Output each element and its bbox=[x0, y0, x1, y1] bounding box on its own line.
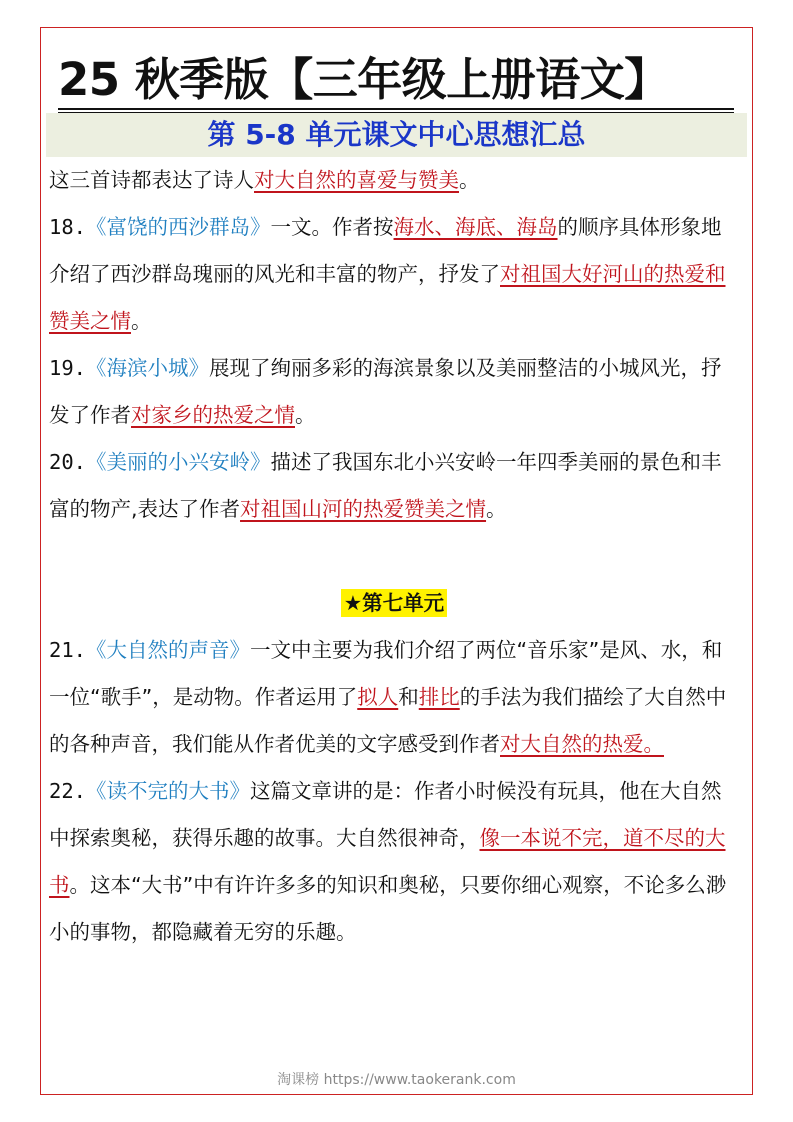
section-label: ★第七单元 bbox=[341, 589, 447, 617]
item-text: 一文中主要为我们介绍了两位“音乐家”是风、水，和一位“歌手”，是动物。作者运用了 bbox=[49, 638, 723, 709]
list-item-19 bbox=[49, 345, 739, 439]
intro-text: 这三首诗都表达了诗人 bbox=[49, 168, 254, 192]
item-highlight: 海水、海底、海岛 bbox=[393, 215, 558, 239]
item-highlight: 像一本说不完，道不尽的大书 bbox=[49, 826, 726, 897]
item-highlight: 对大自然的热爱。 bbox=[500, 732, 664, 756]
item-highlight: 排比 bbox=[418, 685, 460, 709]
item-number: 19. bbox=[49, 356, 87, 380]
item-text: 和 bbox=[398, 685, 419, 709]
list-item-18 bbox=[49, 204, 739, 345]
item-number: 22. bbox=[49, 779, 87, 803]
blank-line bbox=[49, 533, 739, 580]
list-item-22 bbox=[49, 768, 739, 956]
item-number: 20. bbox=[49, 450, 87, 474]
lesson-title: 《富饶的西沙群岛》 bbox=[86, 215, 271, 239]
item-end: 。 bbox=[295, 403, 316, 427]
item-text: 的顺序具体形象地介绍了西沙群岛瑰丽的风光和丰富的物产，抒发了 bbox=[49, 215, 722, 286]
item-text: 展现了绚丽多彩的海滨景象以及美丽整洁的小城风光，抒发了作者 bbox=[49, 356, 722, 427]
footer-watermark: 淘课榜 https://www.taokerank.com bbox=[277, 1072, 516, 1088]
item-text: 一文。作者按 bbox=[270, 215, 394, 239]
item-text: 。这本“大书”中有许许多多的知识和奥秘，只要你细心观察，不论多么渺小的事物，都隐藏着无穷的乐趣。 bbox=[49, 873, 727, 944]
page-subtitle: 第 5-8 单元课文中心思想汇总 bbox=[207, 118, 586, 151]
list-item-20 bbox=[49, 439, 739, 533]
item-number: 18. bbox=[49, 215, 87, 239]
intro-paragraph bbox=[49, 157, 739, 204]
item-highlight: 对祖国大好河山的热爱和赞美之情 bbox=[49, 262, 726, 333]
lesson-title: 《美丽的小兴安岭》 bbox=[86, 450, 271, 474]
document-body bbox=[49, 157, 739, 956]
item-highlight: 对祖国山河的热爱赞美之情 bbox=[240, 497, 487, 521]
page-title: 25 秋季版【三年级上册语文】 bbox=[58, 53, 669, 106]
intro-end: 。 bbox=[459, 168, 480, 192]
item-end: 。 bbox=[486, 497, 507, 521]
item-text: 描述了我国东北小兴安岭一年四季美丽的景色和丰富的物产,表达了作者 bbox=[49, 450, 722, 521]
lesson-title: 《大自然的声音》 bbox=[86, 638, 251, 662]
section-heading bbox=[49, 580, 739, 627]
lesson-title: 《读不完的大书》 bbox=[86, 779, 251, 803]
item-text: 的手法为我们描绘了大自然中的各种声音，我们能从作者优美的文字感受到作者 bbox=[49, 685, 727, 756]
item-highlight: 对家乡的热爱之情 bbox=[131, 403, 295, 427]
item-text: 这篇文章讲的是：作者小时候没有玩具，他在大自然中探索奥秘，获得乐趣的故事。大自然很神奇， bbox=[49, 779, 722, 850]
item-end: 。 bbox=[131, 309, 152, 333]
item-number: 21. bbox=[49, 638, 87, 662]
lesson-title: 《海滨小城》 bbox=[86, 356, 210, 380]
item-highlight: 拟人 bbox=[357, 685, 399, 709]
intro-highlight: 对大自然的喜爱与赞美 bbox=[254, 168, 459, 192]
list-item-21 bbox=[49, 627, 739, 768]
